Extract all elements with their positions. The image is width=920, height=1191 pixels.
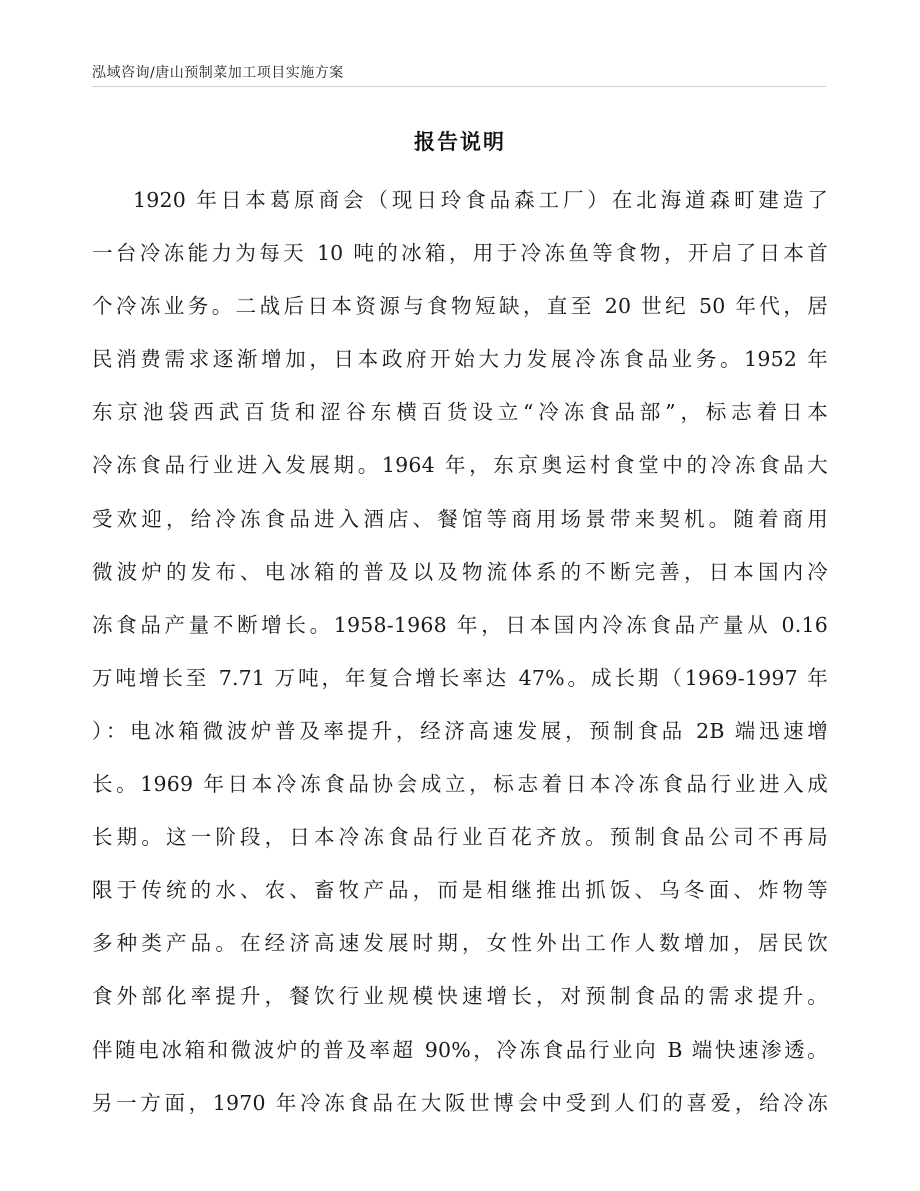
section-title: 报告说明 [414, 130, 506, 154]
paragraph-line: 伴随电冰箱和微波炉的普及率超 90%，冷冻食品行业向 B 端快速渗透。 [92, 1037, 828, 1062]
paragraph-line: 东京池袋西武百货和涩谷东横百货设立“冷冻食品部”，标志着日本 [92, 400, 828, 425]
running-header: 泓域咨询/唐山预制菜加工项目实施方案 [92, 65, 344, 81]
paragraph-line: 长。1969 年日本冷冻食品协会成立，标志着日本冷冻食品行业进入成 [92, 772, 828, 797]
paragraph-line: 冻食品产量不断增长。1958-1968 年，日本国内冷冻食品产量从 0.16 [92, 612, 828, 637]
header-divider [92, 86, 826, 87]
body-paragraph [92, 174, 828, 1130]
paragraph-line: 一台冷冻能力为每天 10 吨的冰箱，用于冷冻鱼等食物，开启了日本首 [92, 241, 828, 266]
paragraph-line: 个冷冻业务。二战后日本资源与食物短缺，直至 20 世纪 50 年代，居 [92, 294, 828, 319]
paragraph-line: 多种类产品。在经济高速发展时期，女性外出工作人数增加，居民饮 [92, 931, 828, 956]
paragraph-line: 微波炉的发布、电冰箱的普及以及物流体系的不断完善，日本国内冷 [92, 559, 828, 584]
paragraph-line: 冷冻食品行业进入发展期。1964 年，东京奥运村食堂中的冷冻食品大 [92, 453, 828, 478]
paragraph-line: 长期。这一阶段，日本冷冻食品行业百花齐放。预制食品公司不再局 [92, 825, 828, 850]
paragraph-line: 食外部化率提升，餐饮行业规模快速增长，对预制食品的需求提升。 [92, 984, 828, 1009]
paragraph-line: 另一方面，1970 年冷冻食品在大阪世博会中受到人们的喜爱，给冷冻 [92, 1090, 828, 1115]
paragraph-line: 限于传统的水、农、畜牧产品，而是相继推出抓饭、乌冬面、炸物等 [92, 878, 828, 903]
paragraph-line: 受欢迎，给冷冻食品进入酒店、餐馆等商用场景带来契机。随着商用 [92, 506, 828, 531]
paragraph-line: 1920 年日本葛原商会（现日玲食品森工厂）在北海道森町建造了 [133, 188, 828, 212]
paragraph-line: ）：电冰箱微波炉普及率提升，经济高速发展，预制食品 2B 端迅速增 [92, 718, 828, 743]
paragraph-line: 万吨增长至 7.71 万吨，年复合增长率达 47%。成长期（1969-1997 年 [92, 665, 828, 690]
paragraph-line: 民消费需求逐渐增加，日本政府开始大力发展冷冻食品业务。1952 年 [92, 347, 828, 372]
